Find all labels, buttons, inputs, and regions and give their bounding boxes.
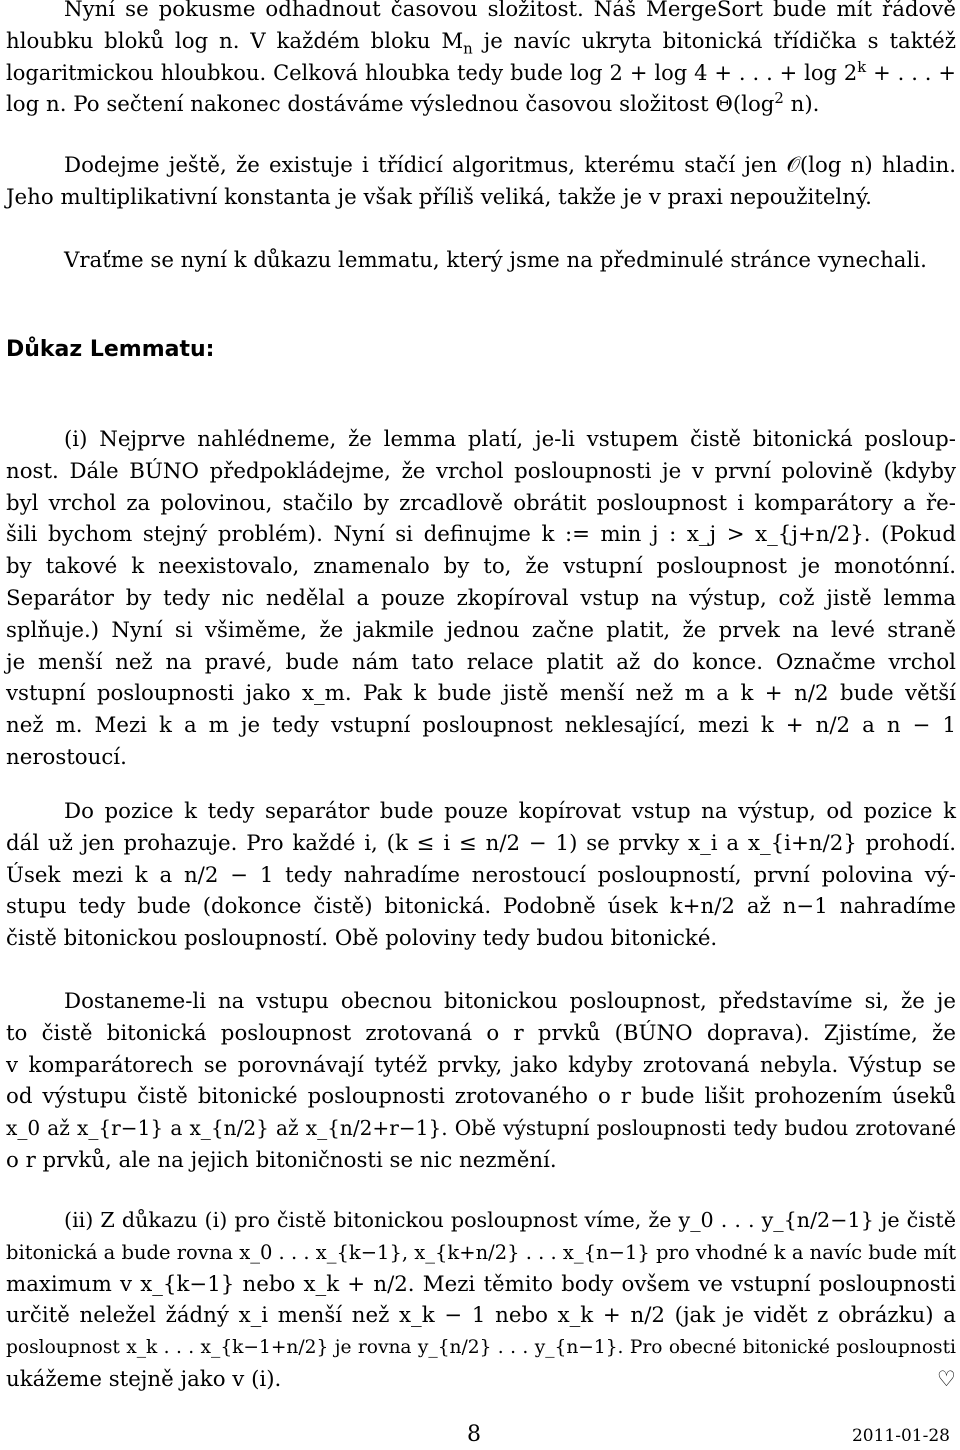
text-line: (ii) Z důkazu (i) pro čistě bitonickou posloupnost víme, že y_0 . . . y_{n/2−1} je čistě	[64, 1208, 956, 1232]
paragraph-separator	[6, 796, 956, 955]
text-line: stupu tedy bude (dokonce čistě) bitonická. Podobně úsek k+n/2 až n−1 nahradíme	[6, 894, 956, 920]
text-line: logaritmickou hloubkou. Celková hloubka tedy bude log 2 + log 4 + . . . + $\log 2^k$ + . . . +	[6, 58, 956, 85]
paragraph-proof-ii	[6, 1205, 956, 1396]
section-heading: Důkaz Lemmatu:	[6, 337, 215, 362]
text-line: je menší než na pravé, bude nám tato relace platit až do konce. Označme vrchol	[6, 649, 956, 675]
text-line: vstupní posloupnosti jako x_m. Pak k bude jistě menší než m a k + n/2 bude větší	[6, 681, 956, 707]
paragraph-note	[6, 150, 956, 214]
text-line: bitonická a bude rovna x_0 . . . x_{k−1}, x_{k+n/2} . . . x_{n−1} pro vhodné k a navíc bude mít	[6, 1240, 957, 1264]
paragraph-complexity	[6, 0, 956, 121]
text-line: než m. Mezi k a m je tedy vstupní posloupnost neklesající, mezi k + n/2 a n − 1	[6, 713, 956, 739]
text-line: Separátor by tedy nic nedělal a pouze zkopíroval vstup na výstup, což jistě lemma	[6, 585, 956, 611]
text-line: (i) Nejprve nahlédneme, že lemma platí, je-li vstupem čistě bitonická posloup-	[64, 427, 956, 452]
paragraph-general	[6, 986, 956, 1177]
text-line: Nyní se pokusme odhadnout časovou složitost. Náš MergeSort bude mít řádově	[64, 0, 956, 22]
text-line: Dostaneme-li na vstupu obecnou bitonickou posloupnost, představíme si, že je	[64, 989, 956, 1014]
qed-heart-icon: ♡	[936, 1366, 956, 1392]
text-line: posloupnost x_k . . . x_{k−1+n/2} je rovna y_{n/2} . . . y_{n−1}. Pro obecné bitonické posloupnosti	[6, 1337, 956, 1359]
text-line: šili bychom stejný problém). Nyní si definujme k := min j : x_j > x_{j+n/2}. (Pokud	[6, 522, 956, 548]
text-line: v komparátorech se porovnávají tytéž prvky, jako kdyby zrotovaná nebyla. Výstup se	[6, 1052, 956, 1078]
text-line: nost. Dále BÚNO předpokládejme, že vrchol posloupnosti je v první polovině (kdyby	[6, 458, 956, 484]
text-line: byl vrchol za polovinou, stačilo by zrcadlově obrátit posloupnost i komparátory a ře-	[6, 490, 956, 516]
text-line: nerostoucí.	[6, 744, 127, 770]
text-line: log n. Po sečtení nakonec dostáváme výslednou časovou složitost $\Theta(\log^2$ n).	[6, 89, 820, 118]
text-line: splňuje.) Nyní si všiměme, že jakmile jednou začne platit, že prvek na levé straně	[6, 617, 956, 643]
text-line: čistě bitonickou posloupností. Obě poloviny tedy budou bitonické.	[6, 926, 718, 952]
text-line: ukážeme stejně jako v (i). ♡	[6, 1364, 956, 1396]
text-line: dál už jen prohazuje. Pro každé i, (k ≤ i ≤ n/2 − 1) se prvky x_i a x_{i+n/2} prohodí.	[6, 830, 956, 856]
text-line: maximum v x_{k−1} nebo x_k + n/2. Mezi těmito body ovšem ve vstupní posloupnosti	[6, 1271, 956, 1297]
text-line: Úsek mezi k a n/2 − 1 tedy nahradíme nerostoucí posloupností, první polovina vý-	[6, 862, 956, 888]
text-line: to čistě bitonická posloupnost zrotovaná o r prvků (BÚNO doprava). Zjistíme, že	[6, 1020, 956, 1046]
text-line: Do pozice k tedy separátor bude pouze kopírovat vstup na výstup, od pozice k	[64, 799, 956, 824]
paragraph-proof-i	[6, 424, 956, 774]
paragraph-return	[6, 245, 956, 277]
text-line: Dodejme ještě, že existuje i třídicí algoritmus, kterému stačí jen 𝒪(log n) hladin.	[64, 153, 956, 178]
page-number: 8	[467, 1422, 481, 1447]
footer-date: 2011-01-28	[851, 1426, 950, 1446]
text-line: o r prvků, ale na jejich bitoničnosti se nic nezmění.	[6, 1147, 557, 1173]
text-line: Jeho multiplikativní konstanta je však příliš veliká, takže je v praxi nepoužitelný.	[6, 184, 872, 210]
text-line: by takové k neexistovalo, znamenalo by to, že vstupní posloupnost je monotónní.	[6, 554, 956, 580]
text-line: hloubku bloků log n. V každém bloku $M_n$ je navíc ukryta bitonická třídička s taktéž	[6, 28, 956, 58]
text-line: od výstupu čistě bitonické posloupnosti zrotovaného o r bude lišit prohozením úseků	[6, 1084, 956, 1110]
text-line: určitě neležel žádný x_i menší než x_k − 1 nebo x_k + n/2 (jak je vidět z obrázku) a	[6, 1303, 956, 1329]
text-line: x_0 až x_{r−1} a x_{n/2} až x_{n/2+r−1}. Obě výstupní posloupnosti tedy budou zrotované	[6, 1116, 956, 1141]
text-line: Vraťme se nyní k důkazu lemmatu, který jsme na předminulé stránce vynechali.	[64, 248, 927, 273]
